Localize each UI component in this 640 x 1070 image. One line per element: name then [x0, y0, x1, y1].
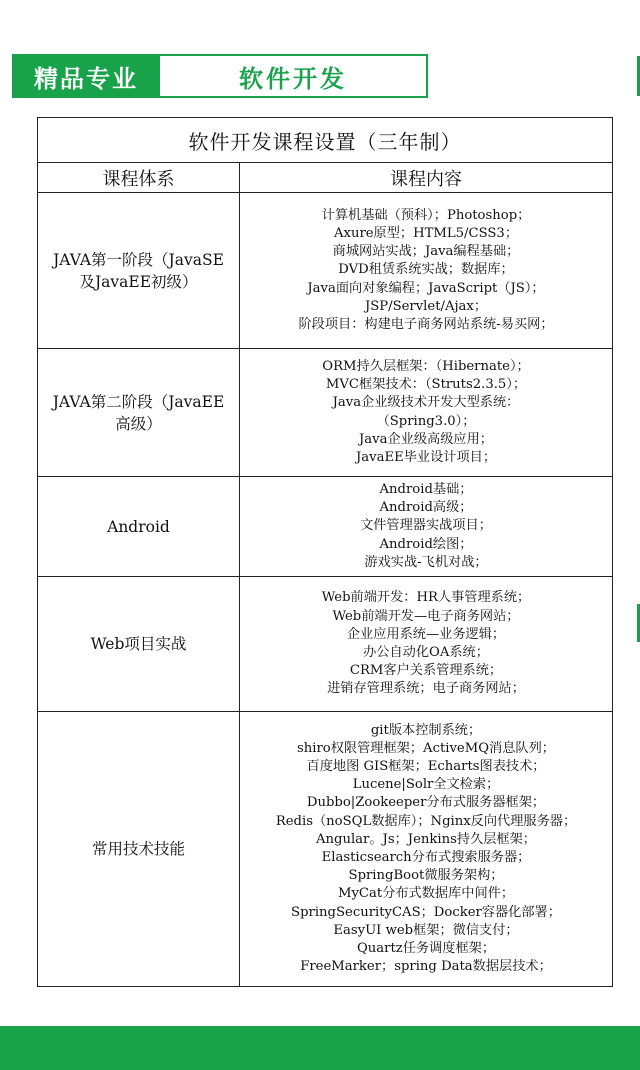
course-item: 文件管理器实战项目；: [360, 518, 492, 534]
category-label: 精品专业: [12, 54, 160, 98]
course-item: Java企业级高级应用；: [359, 431, 493, 447]
table-row: [38, 193, 613, 349]
course-item: EasyUI web框架；微信支付；: [333, 922, 519, 938]
course-item: （Spring3.0）；: [376, 413, 476, 429]
course-item: SpringBoot微服务架构；: [348, 868, 504, 884]
course-item: Web前端开发：HR人事管理系统；: [321, 590, 531, 606]
course-item: 阶段项目：构建电子商务网站系统-易买网；: [298, 317, 554, 332]
course-item: MyCat分布式数据库中间件；: [337, 886, 515, 902]
course-item: 商城网站实战；Java编程基础；: [332, 244, 520, 260]
course-item: MVC框架技术：（Struts2.3.5）；: [325, 377, 527, 393]
course-item: Java企业级技术开发大型系统：: [332, 395, 520, 411]
course-item: ORM持久层框架：（Hibernate）；: [322, 358, 530, 374]
course-item: 百度地图 GIS框架；Echarts图表技术；: [306, 758, 546, 774]
stage-name: Android: [38, 477, 240, 577]
course-item: 计算机基础（预科）；Photoshop；: [321, 207, 531, 223]
curriculum-table: [37, 117, 613, 987]
column-header-system: 课程体系: [38, 163, 240, 193]
table-header-row: [38, 163, 613, 193]
stage-name: 常用技术技能: [38, 712, 240, 987]
course-item: Quartz任务调度框架；: [356, 941, 496, 957]
course-content: [240, 193, 613, 349]
course-content: [240, 712, 613, 987]
stage-name: JAVA第一阶段（JavaSE及JavaEE初级）: [38, 193, 240, 349]
table-row: [38, 577, 613, 712]
course-item: Lucene|Solr全文检索；: [352, 777, 500, 793]
course-content: [240, 349, 613, 477]
course-item: shiro权限管理框架；ActiveMQ消息队列；: [297, 740, 555, 756]
course-item: CRM客户关系管理系统；: [349, 663, 503, 679]
course-item: JSP/Servlet/Ajax；: [364, 298, 488, 314]
major-label: 软件开发: [160, 54, 428, 98]
course-item: DVD租赁系统实战；数据库；: [338, 262, 514, 278]
stage-name: JAVA第二阶段（JavaEE高级）: [38, 349, 240, 477]
course-item: FreeMarker；spring Data数据层技术；: [300, 959, 552, 975]
course-item: Elasticsearch分布式搜索服务器；: [321, 850, 531, 865]
course-item: Java面向对象编程；JavaScript（JS）；: [307, 280, 545, 296]
stage-name: Web项目实战: [38, 577, 240, 712]
table-row: [38, 477, 613, 577]
course-item: git版本控制系统；: [370, 722, 482, 738]
column-header-content: 课程内容: [240, 163, 613, 193]
table-title-row: [38, 118, 613, 163]
course-item: SpringSecurityCAS；Docker容器化部署；: [291, 904, 561, 920]
course-item: Android高级；: [379, 500, 473, 516]
course-item: JavaEE毕业设计项目；: [355, 449, 497, 465]
table-row: [38, 349, 613, 477]
section-header: [12, 54, 428, 98]
course-item: Web前端开发—电子商务网站；: [332, 608, 520, 624]
table-title: 软件开发课程设置（三年制）: [38, 118, 613, 163]
course-content: [240, 477, 613, 577]
course-item: 游戏实战-飞机对战；: [364, 554, 488, 570]
course-item: Redis（noSQL数据库）；Nginx反向代理服务器；: [275, 813, 577, 829]
course-item: 企业应用系统—业务逻辑；: [346, 626, 506, 642]
course-item: 办公自动化OA系统；: [363, 645, 489, 660]
course-item: Android基础；: [379, 481, 473, 497]
footer-bar: [0, 1026, 640, 1070]
course-item: Angular。Js；Jenkins持久层框架；: [316, 831, 536, 847]
course-item: 进销存管理系统；电子商务网站；: [327, 681, 525, 697]
course-item: Android绘图；: [379, 536, 473, 552]
course-content: [240, 577, 613, 712]
course-item: Axure原型；HTML5/CSS3；: [333, 225, 519, 241]
course-item: Dubbo|Zookeeper分布式服务器框架；: [306, 795, 546, 811]
table-row: [38, 712, 613, 987]
